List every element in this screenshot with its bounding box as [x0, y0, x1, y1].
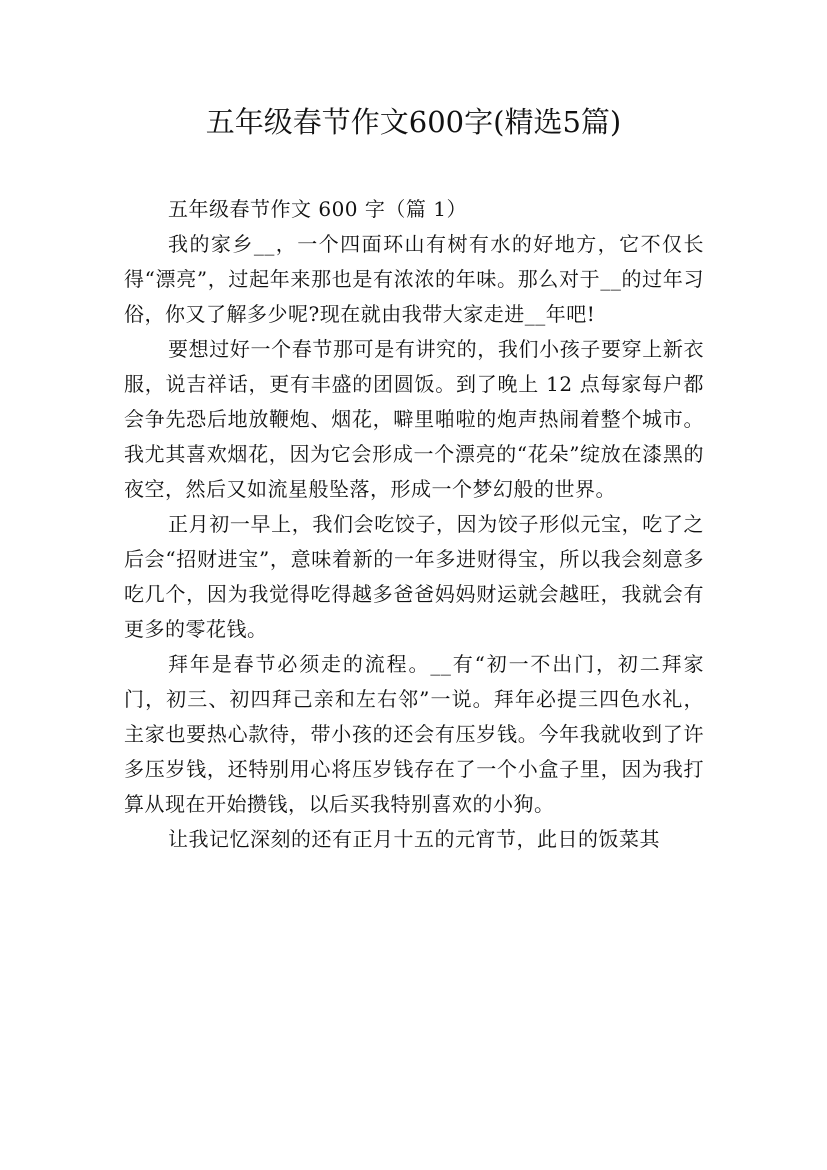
paragraph-1: 我的家乡__，一个四面环山有树有水的好地方，它不仅长得“漂亮”，过起年来那也是有浓浓的年味。那么对于__的过年习俗，你又了解多少呢?现在就由我带大家走进__年吧!	[124, 232, 704, 326]
essay-subtitle: 五年级春节作文 600 字（篇 1）	[168, 197, 467, 221]
paragraph-2: 要想过好一个春节那可是有讲究的，我们小孩子要穿上新衣服，说吉祥话，更有丰盛的团圆饭。到了晚上 12 点每家每户都会争先恐后地放鞭炮、烟花，噼里啪啦的炮声热闹着整个城市。我尤其喜欢烟花，因为它会形成一个漂亮的“花朵”绽放在漆黑的夜空，然后又如流星般坠落，形成一个梦幻般的世界。	[124, 337, 704, 501]
document-title: 五年级春节作文600字(精选5篇)	[205, 105, 622, 139]
paragraph-3: 正月初一早上，我们会吃饺子，因为饺子形似元宝，吃了之后会“招财进宝”，意味着新的一年多进财得宝，所以我会刻意多吃几个，因为我觉得吃得越多爸爸妈妈财运就会越旺，我就会有更多的零花钱。	[124, 512, 704, 641]
paragraph-4: 拜年是春节必须走的流程。__有“初一不出门，初二拜家门，初三、初四拜己亲和左右邻”一说。拜年必提三四色水礼，主家也要热心款待，带小孩的还会有压岁钱。今年我就收到了许多压岁钱，还特别用心将压岁钱存在了一个小盒子里，因为我打算从现在开始攒钱，以后买我特别喜欢的小狗。	[124, 652, 704, 816]
document-body	[124, 192, 704, 857]
paragraph-5: 让我记忆深刻的还有正月十五的元宵节，此日的饭菜其	[168, 827, 660, 851]
